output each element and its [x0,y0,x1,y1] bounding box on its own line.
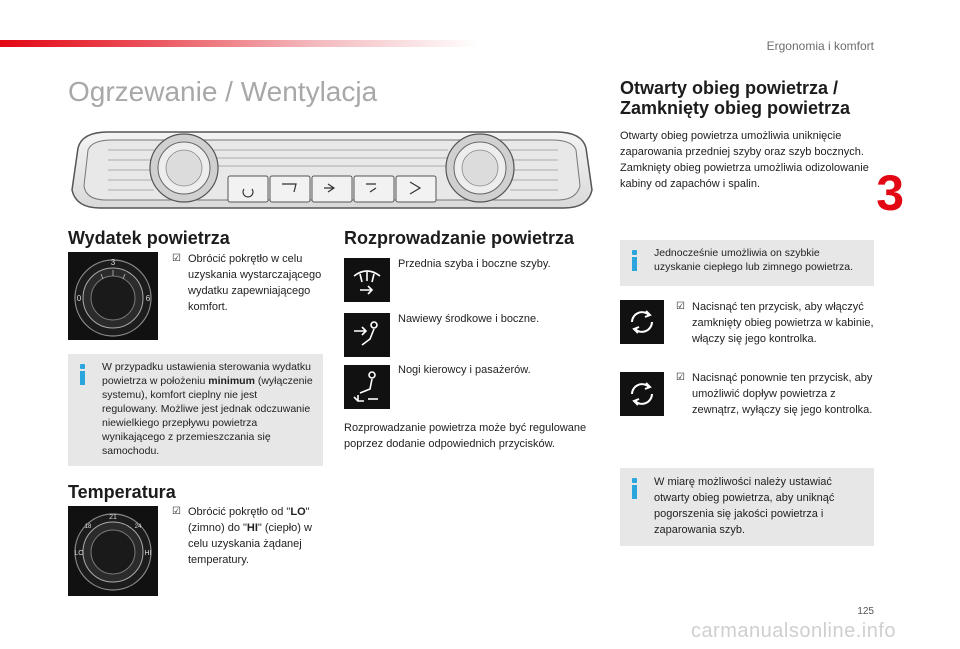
info-icon [77,364,89,386]
chapter-number: 3 [876,165,904,221]
watermark: carmanualsonline.info [690,620,896,642]
page-title: Ogrzewanie / Wentylacja [68,76,378,107]
distribution-note: Rozprowadzanie powietrza może być regulowane poprzez dodanie odpowiednich przycisków. [344,422,587,450]
temperature-step: ☑ Obrócić pokrętło od "LO" (zimno) do "HI" (ciepło) w celu uzyskania żądanej temperatury. [172,506,312,566]
temp-dial-label-left: LO [74,550,84,557]
fan-dial-image [68,252,158,340]
fan-dial-label-right: 6 [145,294,151,303]
fan-dial-label-top: 3 [110,258,116,267]
recirculation-step-1: ☑ Nacisnąć ten przycisk, aby włączyć zamknięty obieg powietrza w kabinie, włączy się jego kontrolka. [676,301,874,345]
page-number: 125 [857,606,874,617]
face-vents-icon [344,313,390,357]
header-bar [0,40,480,47]
bullet-icon: ☑ [676,301,685,312]
section-label: Ergonomia i komfort [766,39,874,53]
fan-dial-label-left: 0 [76,294,82,303]
feet-vents-icon [344,365,390,409]
airflow-info-box: W przypadku ustawienia sterowania wydatku powietrza w położeniu minimum (wyłączenie systemu), komfort cieplny nie jest regulowany. Możliwe jest jednak odczuwanie niewielkiego przepływu powietrza wynikającego z przemieszczania się samochodu. [68,354,323,466]
info-icon [629,478,641,500]
temp-dial-label-top: 21 [109,514,117,521]
distribution-heading: Rozprowadzanie powietrza [344,228,575,248]
windscreen-icon [344,258,390,302]
airflow-step: ☑ Obrócić pokrętło w celu uzyskania wystarczającego wydatku zapewniającego komfort. [172,253,322,313]
recirculation-info-2: W miarę możliwości należy ustawiać otwarty obieg powietrza, aby uniknąć pogorszenia się jakości powietrza i zaparowania szyb. [620,468,874,546]
temperature-heading: Temperatura [68,482,176,502]
distribution-item-1: Przednia szyba i boczne szyby. [398,258,551,270]
recirculation-open-icon [620,372,664,416]
temp-dial-label-right: HI [144,550,152,557]
control-panel-illustration [68,128,596,212]
temperature-dial-image [68,506,158,596]
temp-dial-label-right-top: 24 [134,524,142,530]
info-icon [629,250,641,272]
distribution-item-3: Nogi kierowcy i pasażerów. [398,364,531,376]
recirculation-step-2: ☑ Nacisnąć ponownie ten przycisk, aby umożliwić dopływ powietrza z zewnątrz, wyłączy się jego kontrolka. [676,372,873,416]
temp-dial-label-left-top: 18 [84,524,92,530]
bullet-icon: ☑ [172,506,181,517]
bullet-icon: ☑ [676,372,685,383]
airflow-heading: Wydatek powietrza [68,228,230,248]
bullet-icon: ☑ [172,253,181,264]
recirculation-intro: Otwarty obieg powietrza umożliwia uniknięcie zaparowania przedniej szyby oraz szyb bocznych. Zamknięty obieg powietrza umożliwia odizolowanie kabiny od zapachów i spalin. [620,130,869,190]
recirculation-heading: Otwarty obieg powietrza / Zamknięty obieg powietrza [620,78,851,118]
distribution-item-2: Nawiewy środkowe i boczne. [398,313,540,325]
recirculation-info-1: Jednocześnie umożliwia on szybkie uzyskanie ciepłego lub zimnego powietrza. [620,240,874,286]
recirculation-closed-icon [620,300,664,344]
